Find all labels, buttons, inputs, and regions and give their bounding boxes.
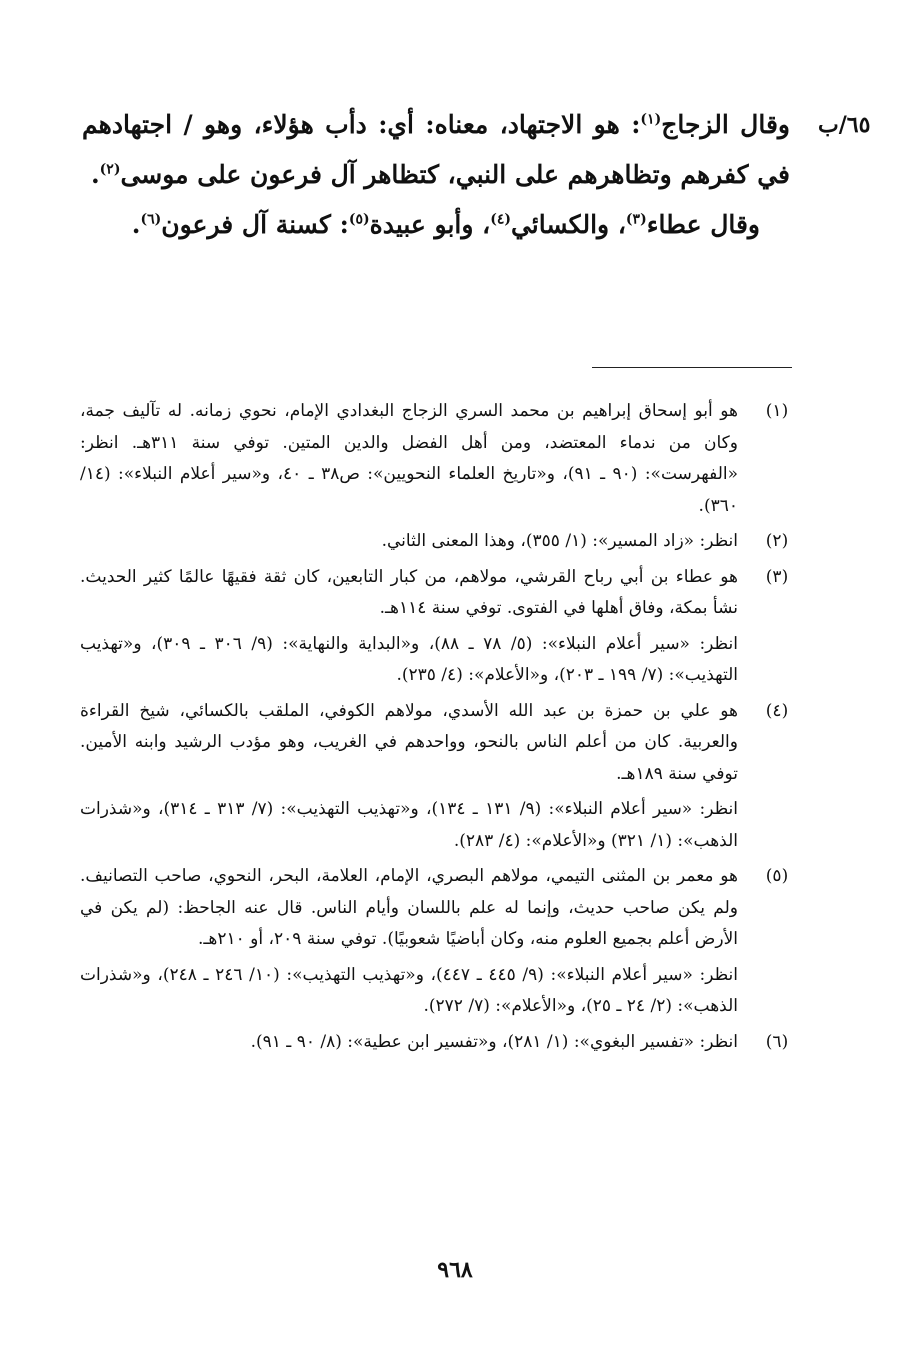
footnote-text: هو أبو إسحاق إبراهيم بن محمد السري الزجاج البغدادي الإمام، نحوي زمانه. له تآليف جمة، وكان من ندماء المعتضد، ومن أهل الفضل والدين المتين. توفي سنة ٣١١هـ. انظر: «الفهرست»: (٩٠ ـ ٩١)، و«تاريخ العلماء النحويين»: ص٣٨ ـ ٤٠، و«سير أعلام النبلاء»: (١٤/ ٣٦٠). (80, 401, 739, 516)
footnote-number: (٦) (765, 1031, 789, 1052)
page-number: ٩٦٨ (437, 1257, 473, 1283)
footnote-number: (٤) (765, 700, 789, 721)
main-text-span: . (90, 160, 100, 189)
margin-manuscript-folio: ٦٥/ب (818, 112, 871, 138)
main-text-span: : هو الاجتهاد، معناه: أي: دأب هؤلاء، وهو / اجتهادهم في كفرهم وتظاهرهم على النبي، كتظاهر آل فرعون على موسى (82, 110, 790, 189)
main-text-span: وقال الزجاج (661, 110, 790, 139)
main-paragraph-2 (82, 200, 790, 250)
footnote-text: انظر: «تفسير البغوي»: (١/ ٢٨١)، و«تفسير ابن عطية»: (٨/ ٩٠ ـ ٩١). (250, 1031, 738, 1052)
footnote-number: (٥) (765, 866, 789, 886)
footnote-3 (80, 562, 800, 692)
footnote-text: هو معمر بن المثنى التيمي، مولاهم البصري، الإمام، العلامة، البحر، النحوي، صاحب التصانيف. ولم يكن صاحب حديث، وإنما له علم باللسان وأيام الناس. قال عنه الجاحظ: (لم يكن في الأرض أعلم بجميع العلوم منه، وكان أباضيًا شعوبيًا). توفي سنة ٢٠٩، أو ٢١٠هـ. (80, 866, 738, 949)
footnote-references: انظر: «سير أعلام النبلاء»: (٥/ ٧٨ ـ ٨٨)، و«البداية والنهاية»: (٩/ ٣٠٦ ـ ٣٠٩)، و«تهذيب التهذيب»: (٧/ ١٩٩ ـ ٢٠٣)، و«الأعلام»: (٤/ ٢٣٥). (80, 633, 738, 685)
footnote-6 (80, 1027, 800, 1059)
footnote-ref: (٣) (625, 211, 647, 228)
footnote-text: هو علي بن حمزة بن عبد الله الأسدي، مولاهم الكوفي، الملقب بالكسائي، شيخ القراءة والعربية. كان من أعلم الناس بالنحو، وواحدهم في الغريب، وهو مؤدب الرشيد وابنه الأمين. توفي سنة ١٨٩هـ. (80, 700, 738, 784)
footnote-text: انظر: «زاد المسير»: (١/ ٣٥٥)، وهذا المعنى الثاني. (381, 531, 738, 551)
main-paragraph-1 (82, 100, 790, 200)
footnote-separator (592, 367, 792, 368)
footnote-references: انظر: «سير أعلام النبلاء»: (٩/ ٤٤٥ ـ ٤٤٧)، و«تهذيب التهذيب»: (١٠/ ٢٤٦ ـ ٢٤٨)، و«شذرات الذهب»: (٢/ ٢٤ ـ ٢٥)، و«الأعلام»: (٧/ ٢٧٢). (80, 964, 739, 1016)
footnote-ref: (٥) (348, 211, 370, 228)
footnote-4 (80, 696, 800, 858)
main-text-span: وقال عطاء (646, 210, 760, 239)
footnotes (80, 396, 800, 1062)
footnote-text: هو عطاء بن أبي رباح القرشي، مولاهم، من كبار التابعين، كان ثقة فقيهًا عالمًا كثير الحديث. نشأ بمكة، وفاق أهلها في الفتوى. توفي سنة ١١٤هـ. (80, 566, 738, 618)
footnote-ref: (٦) (140, 211, 162, 228)
footnote-2 (80, 526, 800, 558)
footnote-ref: (٤) (490, 211, 511, 228)
footnote-number: (٣) (765, 566, 789, 587)
main-text-span: ، والكسائي (510, 210, 626, 239)
footnote-number: (١) (765, 401, 789, 421)
main-text-span: ، وأبو عبيدة (369, 210, 491, 239)
main-text (82, 100, 790, 250)
footnote-ref: (٢) (99, 161, 121, 178)
main-text-span: : كسنة آل فرعون (161, 210, 349, 239)
footnote-5 (80, 861, 800, 1023)
footnote-1 (80, 396, 800, 522)
footnote-references: انظر: «سير أعلام النبلاء»: (٩/ ١٣١ ـ ١٣٤)، و«تهذيب التهذيب»: (٧/ ٣١٣ ـ ٣١٤)، و«شذرات الذهب»: (١/ ٣٢١) و«الأعلام»: (٤/ ٢٨٣). (80, 799, 738, 851)
main-text-span: . (131, 210, 141, 239)
footnote-ref: (١) (640, 111, 662, 128)
footnote-number: (٢) (765, 531, 789, 551)
